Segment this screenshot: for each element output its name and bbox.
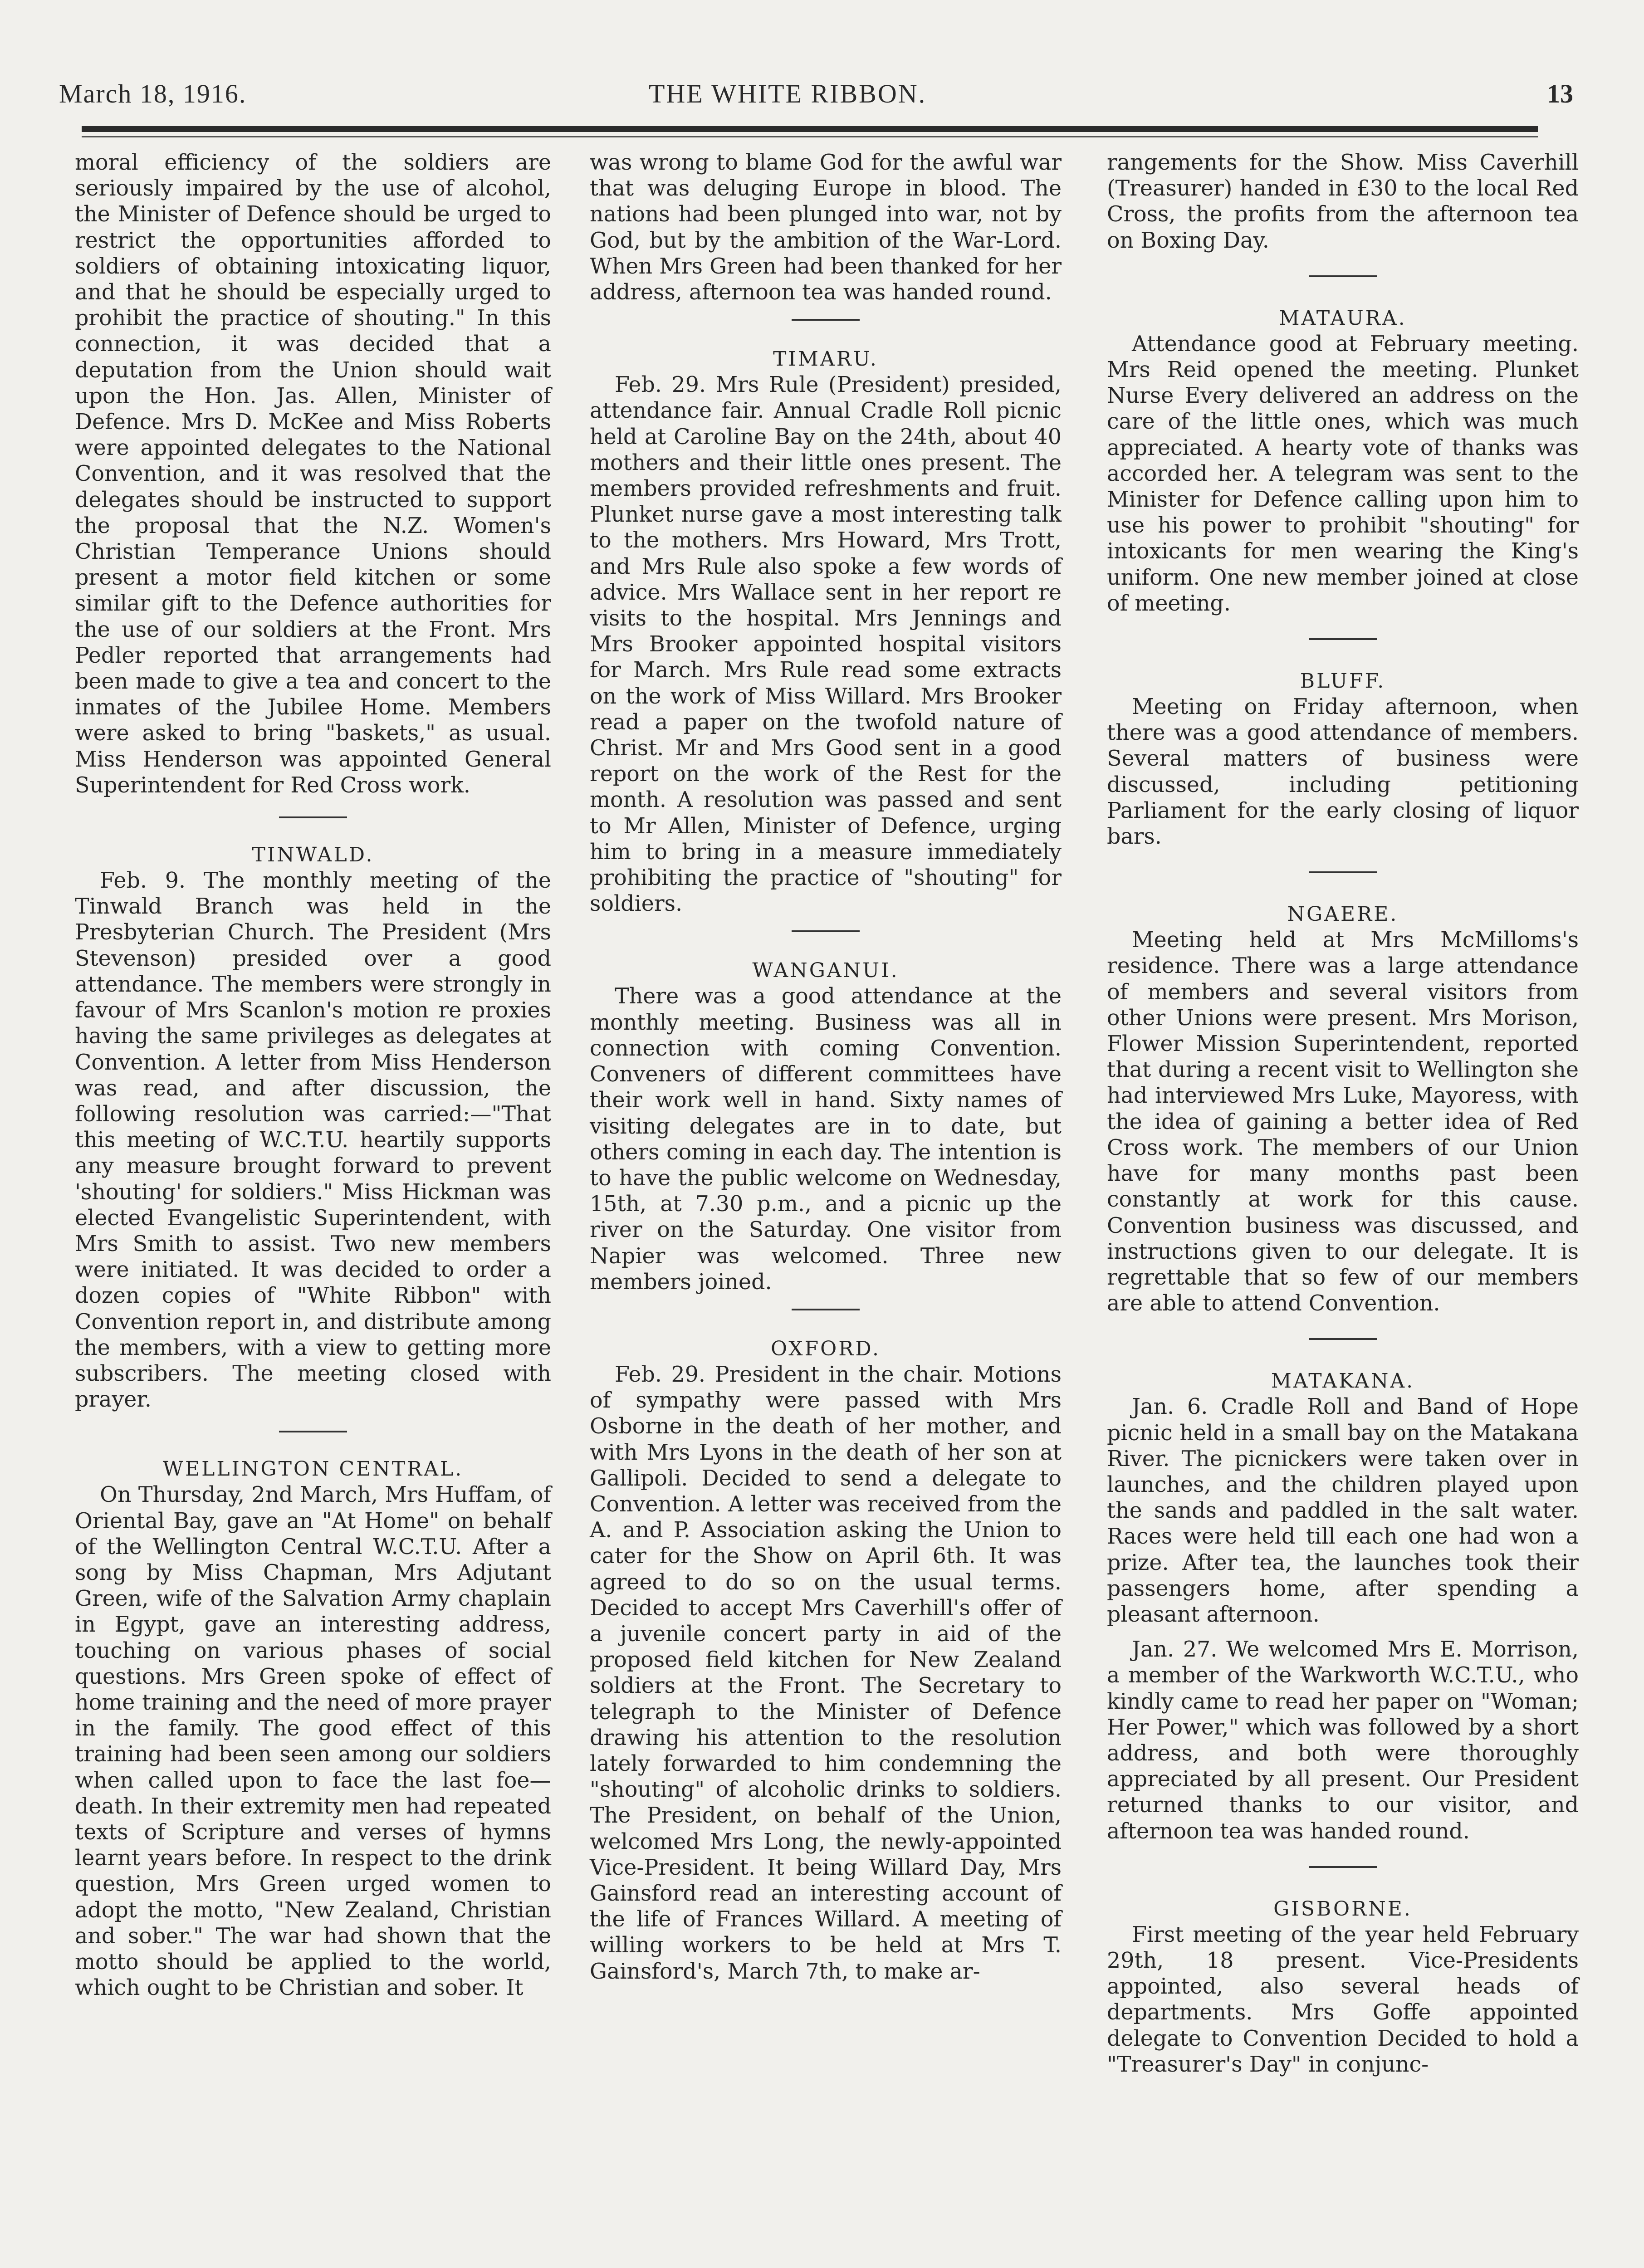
report-tinwald: Feb. 9. The monthly meeting of the Tinwald Branch was held in the Presbyterian Church. The President (Mrs Stevenson) presided over a good attendance. The members were strongly in favour of Mrs Scanlon's motion re proxies having the same privileges as delegates at Convention. A letter from Miss Henderson was read, and after discussion, the following resolution was carried:—"That this meeting of W.C.T.U. heartily supports any measure brought forward to prevent 'shouting' for soldiers." Miss Hickman was elected Evangelistic Superintendent, with Mrs Smith to assist. Two new members were initiated. It was decided to order a dozen copies of "White Ribbon" with Convention report in, and distribute among the members, with a view to getting more subscribers. The meeting closed with prayer.: [75, 868, 551, 1413]
report-timaru: Feb. 29. Mrs Rule (President) presided, attendance fair. Annual Cradle Roll picnic held at Caroline Bay on the 24th, about 40 mothers and their little ones present. The members provided refreshments and fruit. Plunket nurse gave a most interesting talk to the mothers. Mrs Howard, Mrs Trott, and Mrs Rule also spoke a few words of advice. Mrs Wallace sent in her report re visits to the hospital. Mrs Jennings and Mrs Brooker appointed hospital visitors for March. Mrs Rule read some extracts on the work of Miss Willard. Mrs Brooker read a paper on the twofold nature of Christ. Mr and Mrs Good sent in a good report on the work of the Rest for the month. A resolution was passed and sent to Mr Allen, Minister of Defence, urging him to bring in a measure immediately prohibiting the practice of "shouting" for soldiers.: [590, 372, 1062, 917]
column-1: [75, 150, 551, 2001]
section-heading-wellington-central: WELLINGTON CENTRAL.: [162, 1457, 464, 1481]
section-divider: [792, 930, 860, 932]
page-number: 13: [1547, 79, 1573, 108]
section-heading-tinwald: TINWALD.: [252, 843, 374, 867]
issue-date: March 18, 1916.: [59, 79, 247, 108]
section-heading-timaru: TIMARU.: [773, 347, 878, 371]
page-header: [59, 75, 1573, 116]
continued-article: rangements for the Show. Miss Caverhill (Treasurer) handed in £30 to the local Red Cross, the profits from the afternoon tea on Boxing Day.: [1107, 150, 1579, 253]
section-heading-gisborne: GISBORNE.: [1273, 1897, 1412, 1921]
section-divider: [1309, 638, 1377, 640]
section-heading-oxford: OXFORD.: [770, 1337, 881, 1360]
report-wellington-central: On Thursday, 2nd March, Mrs Huffam, of Oriental Bay, gave an "At Home" on behalf of the Wellington Central W.C.T.U. After a song by Miss Chapman, Mrs Adjutant Green, wife of the Salvation Army chaplain in Egypt, gave an interesting address, touching on various phases of social questions. Mrs Green spoke of effect of home training and the need of more prayer in the family. The good effect of this training had been seen among our soldiers when called upon to face the last foe—death. In their extremity men had repeated texts of Scripture and verses of hymns learnt years before. In respect to the drink question, Mrs Green urged women to adopt the motto, "New Zealand, Christian and sober." The war had shown that the motto should be applied to the world, which ought to be Christian and sober. It: [75, 1482, 551, 2001]
section-divider: [1309, 1338, 1377, 1340]
section-divider: [792, 319, 860, 321]
report-bluff: Meeting on Friday afternoon, when there was a good attendance of members. Several matters of business were discussed, including petitioning Parliament for the early closing of liquor bars.: [1107, 694, 1579, 850]
report-matakana-jan-27: Jan. 27. We welcomed Mrs E. Morrison, a member of the Warkworth W.C.T.U., who kindly came to read her paper on "Woman; Her Power," which was followed by a short address, and both were thoroughly appreciated by all present. Our President returned thanks to our visitor, and afternoon tea was handed round.: [1107, 1637, 1579, 1844]
section-divider: [1309, 1866, 1377, 1868]
report-wanganui: There was a good attendance at the monthly meeting. Business was all in connection with coming Convention. Conveners of different committees have their work well in hand. Sixty names of visiting delegates are in to date, but others coming in each day. The intention is to have the public welcome on Wednesday, 15th, at 7.30 p.m., and a picnic up the river on the Saturday. One visitor from Napier was welcomed. Three new members joined.: [590, 984, 1062, 1295]
report-mataura: Attendance good at February meeting. Mrs Reid opened the meeting. Plunket Nurse Every delivered an address on the care of the little ones, which was much appreciated. A hearty vote of thanks was accorded her. A telegram was sent to the Minister for Defence calling upon him to use his power to prohibit "shouting" for intoxicants for men wearing the King's uniform. One new member joined at close of meeting.: [1107, 331, 1579, 616]
section-heading-ngaere: NGAERE.: [1287, 903, 1399, 926]
section-divider: [792, 1309, 860, 1310]
column-3: [1107, 150, 1579, 2077]
report-matakana-jan-6: Jan. 6. Cradle Roll and Band of Hope picnic held in a small bay on the Matakana River. The picnickers were taken over in launches, and the children played upon the sands and paddled in the salt water. Races were held till each one had won a prize. After tea, the launches took their passengers home, after spending a pleasant afternoon.: [1107, 1394, 1579, 1627]
section-divider: [279, 1431, 347, 1432]
report-ngaere: Meeting held at Mrs McMilloms's residence. There was a large attendance of members and several visitors from other Unions were present. Mrs Morison, Flower Mission Superintendent, reported that during a recent visit to Wellington she had interviewed Mrs Luke, Mayoress, with the idea of gaining a better idea of Red Cross work. The members of our Union have for many months past been constantly at work for this cause. Convention business was discussed, and instructions given to our delegate. It is regrettable that so few of our members are able to attend Convention.: [1107, 928, 1579, 1316]
section-divider: [1309, 275, 1377, 277]
section-heading-wanganui: WANGANUI.: [752, 959, 899, 982]
report-oxford: Feb. 29. President in the chair. Motions of sympathy were passed with Mrs Osborne in the death of her mother, and with Mrs Lyons in the death of her son at Gallipoli. Decided to send a delegate to Convention. A letter was received from the A. and P. Association asking the Union to cater for the Show on April 6th. It was agreed to do so on the usual terms. Decided to accept Mrs Caverhill's offer of a juvenile concert party in aid of the proposed field kitchen for New Zealand soldiers at the Front. The Secretary to telegraph to the Minister of Defence drawing his attention to the resolution lately forwarded to him condemning the "shouting" of alcoholic drinks to soldiers. The President, on behalf of the Union, welcomed Mrs Long, the newly-appointed Vice-President. It being Willard Day, Mrs Gainsford read an interesting account of the life of Frances Willard. A meeting of willing workers to be held at Mrs T. Gainsford's, March 7th, to make ar-: [590, 1362, 1062, 1984]
section-divider: [279, 816, 347, 818]
section-heading-mataura: MATAURA.: [1279, 306, 1407, 330]
paragraph-gap: [1107, 1628, 1579, 1637]
header-rule-thin: [82, 136, 1538, 137]
column-2: [590, 150, 1062, 1984]
section-heading-bluff: BLUFF.: [1300, 670, 1386, 693]
section-heading-matakana: MATAKANA.: [1271, 1369, 1415, 1393]
section-divider: [1309, 871, 1377, 873]
masthead-title: THE WHITE RIBBON.: [649, 79, 927, 108]
header-rule: [82, 126, 1538, 132]
continued-article: moral efficiency of the soldiers are seriously impaired by the use of alcohol, the Minister of Defence should be urged to restrict the opportunities afforded to soldiers of obtaining intoxicating liquor, and that he should be especially urged to prohibit the practice of shouting." In this connection, it was decided that a deputation from the Union should wait upon the Hon. Jas. Allen, Minister of Defence. Mrs D. McKee and Miss Roberts were appointed delegates to the National Convention, and it was resolved that the delegates should be instructed to support the proposal that the N.Z. Women's Christian Temperance Unions should present a motor field kitchen or some similar gift to the Defence authorities for the use of our soldiers at the Front. Mrs Pedler reported that arrangements had been made to give a tea and concert to the inmates of the Jubilee Home. Members were asked to bring "baskets," as usual. Miss Henderson was appointed General Superintendent for Red Cross work.: [75, 150, 551, 798]
report-gisborne: First meeting of the year held February 29th, 18 present. Vice-Presidents appointed, also several heads of departments. Mrs Goffe appointed delegate to Convention Decided to hold a "Treasurer's Day" in conjunc-: [1107, 1922, 1579, 2077]
continued-article: was wrong to blame God for the awful war that was deluging Europe in blood. The nations had been plunged into war, not by God, but by the ambition of the War-Lord. When Mrs Green had been thanked for her address, afternoon tea was handed round.: [590, 150, 1062, 305]
